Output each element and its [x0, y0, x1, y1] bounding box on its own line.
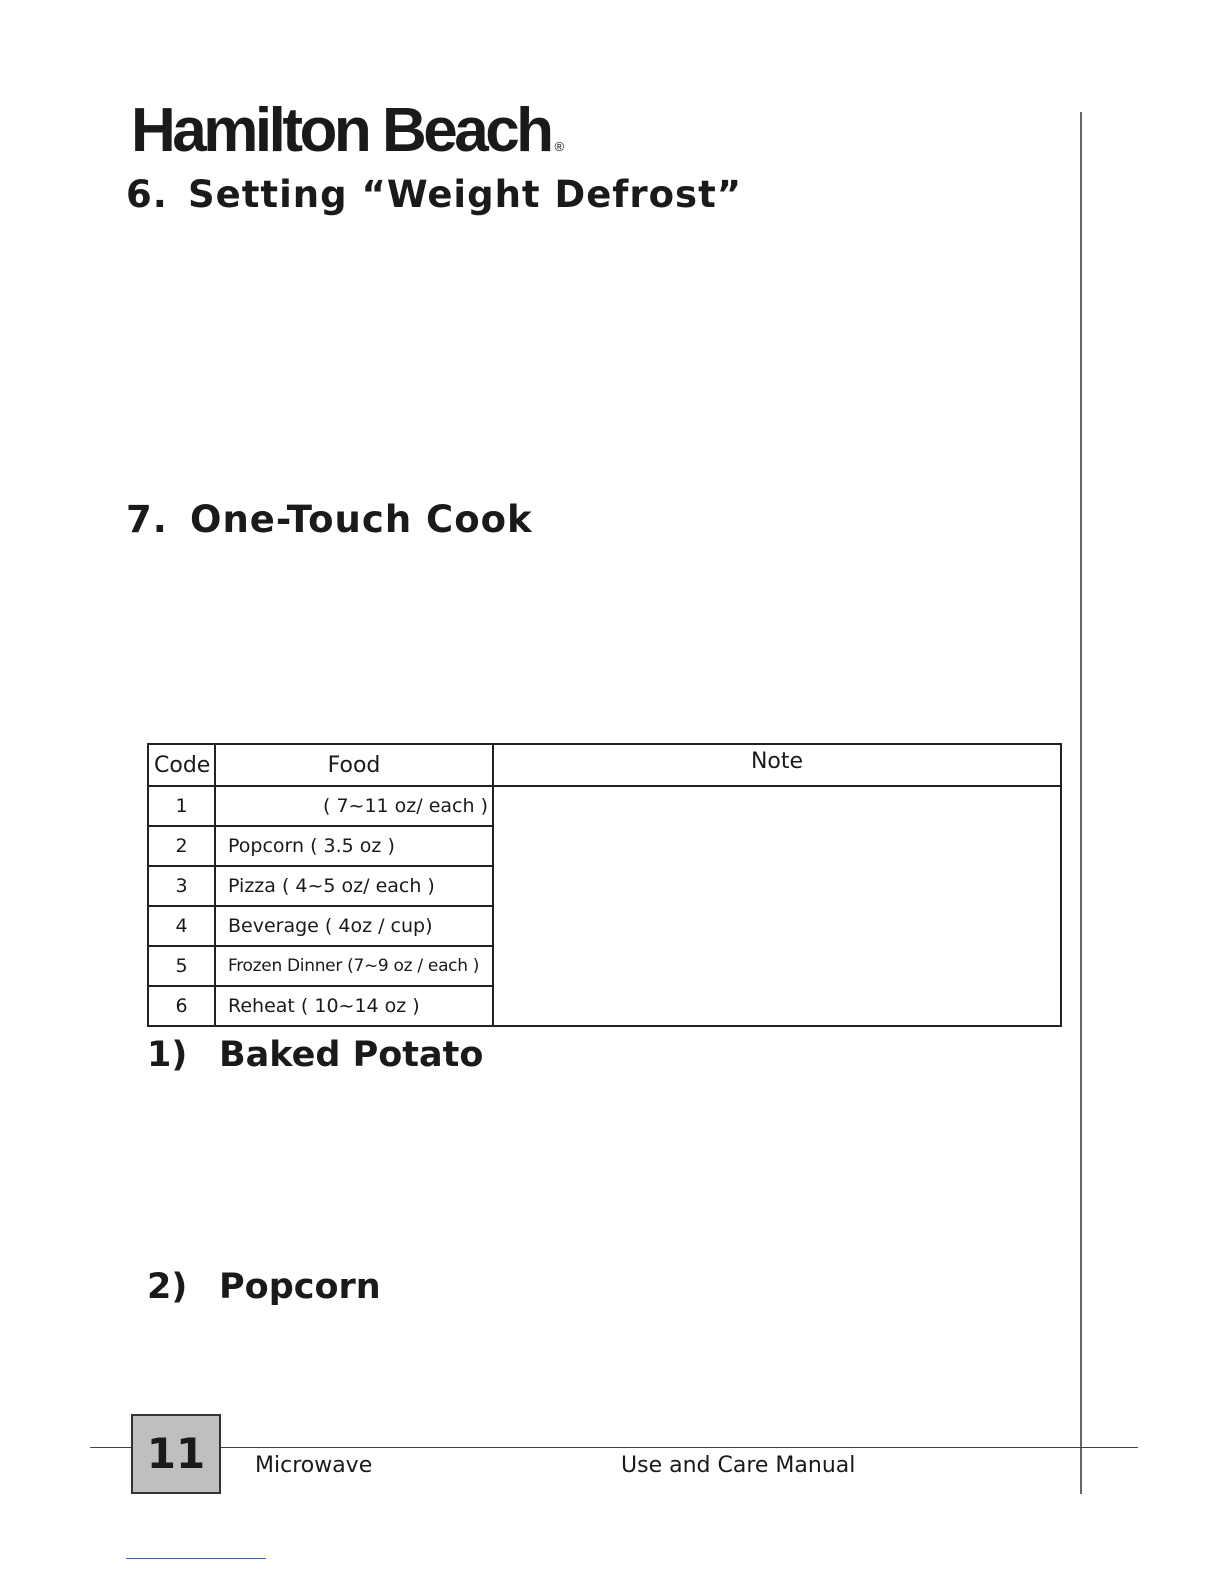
one-touch-cook-table — [147, 743, 1062, 1027]
cell-code: 6 — [148, 986, 215, 1026]
footnote-rule — [126, 1558, 266, 1559]
section-number: 7. — [126, 498, 168, 541]
header-food: Food — [215, 744, 493, 786]
section-heading-one-touch-cook — [126, 498, 533, 541]
cell-food: ( 7~11 oz/ each ) — [215, 786, 493, 826]
section-title: Setting “Weight Defrost” — [188, 173, 743, 216]
cell-code: 1 — [148, 786, 215, 826]
subheading-title: Popcorn — [219, 1267, 381, 1307]
subheading-title: Baked Potato — [219, 1035, 484, 1075]
cell-food: Reheat ( 10~14 oz ) — [215, 986, 493, 1026]
footer-manual-title: Use and Care Manual — [621, 1453, 856, 1478]
cell-food: Frozen Dinner (7~9 oz / each ) — [215, 946, 493, 986]
header-code: Code — [148, 744, 215, 786]
footer-product: Microwave — [255, 1453, 373, 1478]
subheading-baked-potato — [147, 1035, 484, 1075]
table-header-row — [148, 744, 1061, 786]
cell-food: Pizza ( 4~5 oz/ each ) — [215, 866, 493, 906]
section-title: One-Touch Cook — [190, 498, 533, 541]
table-row — [148, 786, 1061, 826]
header-note: Note — [493, 744, 1061, 786]
cell-food: Beverage ( 4oz / cup) — [215, 906, 493, 946]
cell-code: 2 — [148, 826, 215, 866]
vertical-rule — [1080, 112, 1082, 1494]
brand-name: Hamilton Beach — [131, 96, 551, 165]
subheading-popcorn — [147, 1267, 381, 1307]
cell-note — [493, 786, 1061, 1026]
subheading-number: 1) — [147, 1035, 188, 1075]
subheading-number: 2) — [147, 1267, 188, 1307]
cell-food: Popcorn ( 3.5 oz ) — [215, 826, 493, 866]
registered-mark: ® — [554, 139, 565, 154]
cell-code: 5 — [148, 946, 215, 986]
cell-code: 4 — [148, 906, 215, 946]
cell-code: 3 — [148, 866, 215, 906]
section-heading-weight-defrost — [126, 173, 743, 216]
section-number: 6. — [126, 173, 168, 216]
page-number: 11 — [131, 1414, 221, 1494]
brand-logo — [131, 96, 565, 165]
footer-rule — [90, 1447, 1138, 1448]
